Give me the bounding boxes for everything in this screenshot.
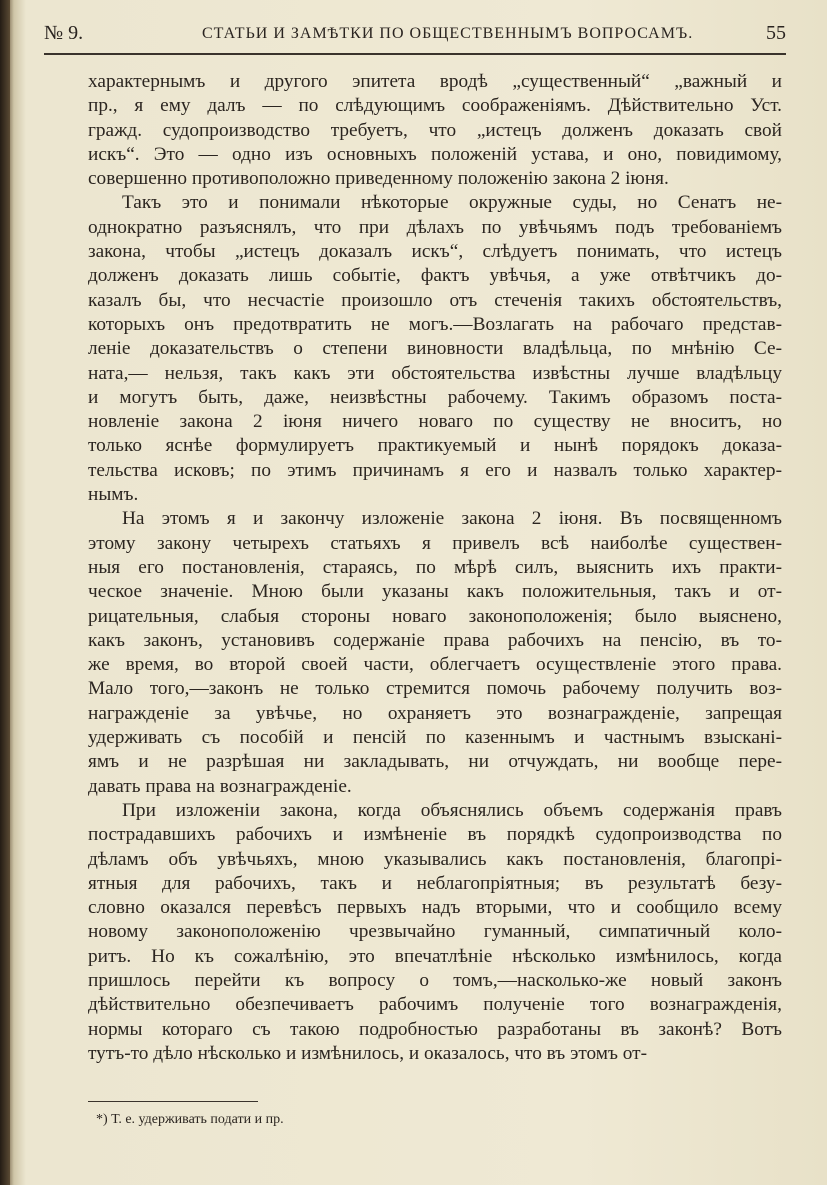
text-line: и могутъ быть, даже, неизвѣстны рабочему. Такимъ образомъ поста- xyxy=(88,386,782,408)
text-line: ятныя для рабочихъ, такъ и неблагопріятныя; въ результатѣ безу- xyxy=(88,872,782,894)
text-line: искъ“. Это — одно изъ основныхъ положеній устава, и оно, повидимому, xyxy=(88,143,782,165)
text-line: долженъ доказать лишь событіе, фактъ увѣчья, а уже отвѣтчикъ до- xyxy=(88,265,782,287)
text-line: характернымъ и другого эпитета вродѣ „существенный“ „важный и xyxy=(88,71,782,92)
text-line: На этомъ я и закончу изложеніе закона 2 іюня. Въ посвященномъ xyxy=(122,508,782,530)
text-line: рицательныя, слабыя стороны новаго законоположенія; было выяснено, xyxy=(88,605,782,627)
running-title: СТАТЬИ И ЗАМѢТКИ ПО ОБЩЕСТВЕННЫМЪ ВОПРОСАМЪ. xyxy=(202,25,694,42)
text-line: казалъ бы, что несчастіе произошло отъ стеченія такихъ обстоятельствъ, xyxy=(88,289,782,311)
text-line: удерживать съ пособій и пенсій по казеннымъ и частнымъ взыскані- xyxy=(88,727,782,749)
text-line: При изложеніи закона, когда объяснялись объемъ содержанія правъ xyxy=(122,799,782,821)
text-line: какъ законъ, установивъ содержаніе права рабочихъ на пенсію, въ то- xyxy=(88,629,782,651)
text-line: ритъ. Но къ сожалѣнію, это впечатлѣніе нѣсколько измѣнилось, когда xyxy=(88,945,782,967)
text-line: ямъ и не разрѣшая ни закладывать, ни отчуждать, ни вообще пере- xyxy=(88,751,782,773)
body-text xyxy=(88,70,782,1066)
text-line: которыхъ онъ предотвратить не могъ.—Возлагать на рабочаго представ- xyxy=(88,313,782,335)
text-line: пришлось перейти къ вопросу о томъ,—насколько-же новый законъ xyxy=(88,969,782,991)
page-number: 55 xyxy=(766,22,786,44)
text-line: же время, во второй своей части, облегчаетъ осуществленіе этого права. xyxy=(88,654,782,676)
text-line: Такъ это и понимали нѣкоторые окружные суды, но Сенатъ не- xyxy=(122,192,782,214)
text-line: новленіе закона 2 іюня ничего новаго по существу не вноситъ, но xyxy=(88,411,782,433)
text-line: однократно разъяснялъ, что при дѣлахъ по увѣчьямъ подъ требованіемъ xyxy=(88,216,782,238)
text-line: новому законоположенію чрезвычайно гуманный, симпатичный коло- xyxy=(88,921,782,943)
text-line: только яснѣе формулируетъ практикуемый и нынѣ порядокъ доказа- xyxy=(88,435,782,457)
footnote: *) Т. е. удерживать подати и пр. xyxy=(96,1112,284,1127)
text-line: ныя его постановленія, стараясь, по мѣрѣ силъ, выяснить ихъ практи- xyxy=(88,556,782,578)
text-line: дѣйствительно обезпечиваетъ рабочимъ полученіе того вознагражденія, xyxy=(88,994,782,1016)
text-line: гражд. судопроизводство требуетъ, что „истецъ долженъ доказать свой xyxy=(88,119,782,141)
text-line: этому закону четырехъ статьяхъ я привелъ всѣ наиболѣе существен- xyxy=(88,532,782,554)
text-line: Мало того,—законъ не только стремится помочь рабочему получить воз- xyxy=(88,678,782,700)
text-line: ческое значеніе. Мною были указаны какъ положительныя, такъ и от- xyxy=(88,581,782,603)
text-line: ната,— нельзя, такъ какъ эти обстоятельства извѣстны лучше владѣльцу xyxy=(88,362,782,384)
text-line: совершенно противоположно приведенному положенію закона 2 іюня. xyxy=(88,168,669,190)
text-line: закона, чтобы „истецъ доказалъ искъ“, слѣдуетъ понимать, что истецъ xyxy=(88,241,782,263)
text-line: словно оказался перевѣсъ первыхъ надъ вторыми, что и сообщило всему xyxy=(88,897,782,919)
text-line: пострадавшихъ рабочихъ и измѣненіе въ порядкѣ судопроизводства по xyxy=(88,824,782,846)
header-rule xyxy=(44,53,786,55)
text-line: леніе доказательствъ о степени виновности владѣльца, по мнѣнію Се- xyxy=(88,338,782,360)
text-line: награжденіе за увѣчье, но охраняетъ это вознагражденіе, запрещая xyxy=(88,702,782,724)
text-line: давать права на вознагражденіе. xyxy=(88,775,352,797)
issue-number: № 9. xyxy=(44,22,84,44)
text-line: нормы котораго съ такою подробностью разработаны въ законѣ? Вотъ xyxy=(88,1018,782,1040)
book-spine xyxy=(0,0,10,1185)
text-line: тутъ-то дѣло нѣсколько и измѣнилось, и оказалось, что въ этомъ от- xyxy=(88,1042,648,1064)
text-line: тельства исковъ; по этимъ причинамъ я его и назвалъ только характер- xyxy=(88,459,782,481)
text-line: нымъ. xyxy=(88,484,139,506)
running-header xyxy=(44,22,786,48)
text-line: дѣламъ объ увѣчьяхъ, мною указывались какъ постановленія, благопрі- xyxy=(88,848,782,870)
text-line: пр., я ему далъ — по слѣдующимъ соображеніямъ. Дѣйствительно Уст. xyxy=(88,95,782,117)
footnote-rule xyxy=(88,1101,258,1102)
